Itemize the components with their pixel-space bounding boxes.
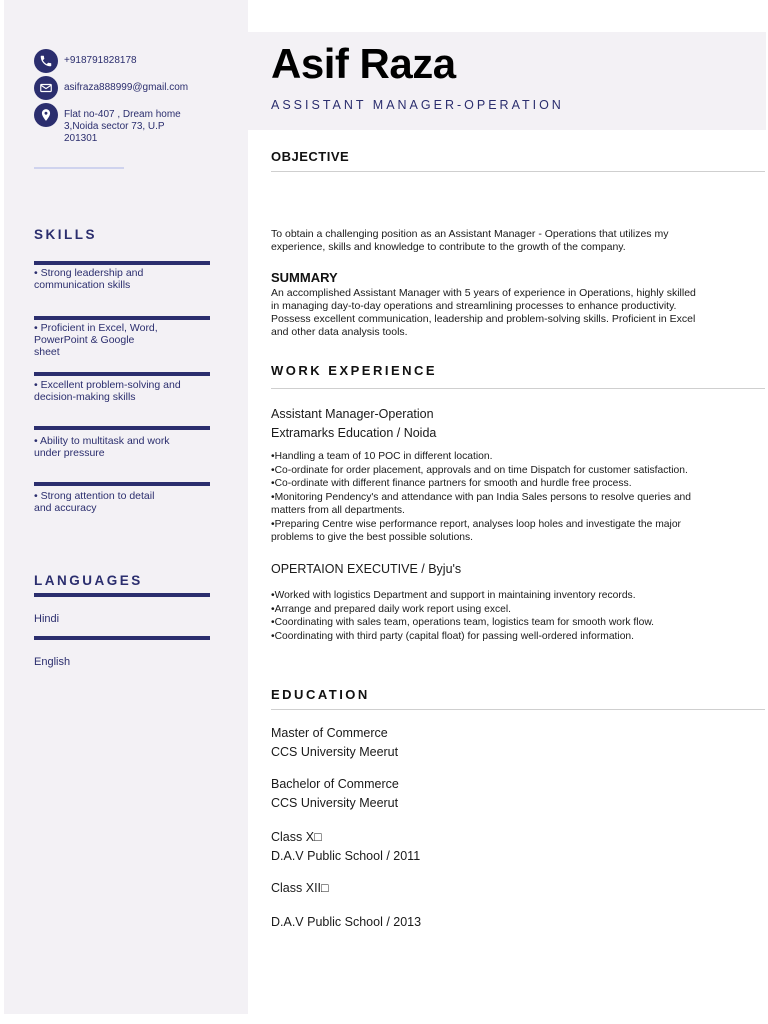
- objective-heading: OBJECTIVE: [271, 149, 350, 164]
- skill-item: • Ability to multitask and work under pressure: [34, 435, 170, 459]
- skill-item: • Proficient in Excel, Word, PowerPoint & Google sheet: [34, 322, 158, 358]
- education-heading: EDUCATION: [271, 687, 370, 702]
- section-rule: [271, 709, 765, 710]
- section-rule: [271, 171, 765, 172]
- contact-address-row: [34, 103, 181, 145]
- language-item: English: [34, 656, 71, 668]
- job-title: Assistant Manager-Operation: [271, 407, 434, 421]
- job-title: OPERTAION EXECUTIVE / Byju's: [271, 562, 462, 576]
- contact-divider: [34, 167, 124, 169]
- bullet: •Worked with logistics Department and support in maintaining inventory records.: [271, 590, 636, 601]
- bullet: •Preparing Centre wise performance report, analyses loop holes and investigate the major: [271, 518, 681, 530]
- languages-heading: LANGUAGES: [34, 573, 143, 588]
- skill-item: • Strong attention to detail and accuracy: [34, 490, 155, 514]
- contact-address: [64, 109, 181, 145]
- summary-heading: SUMMARY: [271, 270, 338, 285]
- education-degree: Bachelor of Commerce: [271, 777, 399, 791]
- bullet: matters from all departments.: [271, 505, 405, 516]
- skill-divider: [34, 316, 210, 320]
- address-line-3: 201301: [64, 133, 98, 144]
- email-icon: [34, 76, 58, 100]
- location-pin-icon: [34, 103, 58, 127]
- contact-email: asifraza888999@gmail.com: [64, 82, 189, 93]
- objective-text: To obtain a challenging position as an Assistant Manager - Operations that utilizes my experience, skills and knowledge to contribute to the growth of the company.: [271, 228, 669, 253]
- candidate-role: ASSISTANT MANAGER-OPERATION: [271, 98, 564, 112]
- bullet: •Handling a team of 10 POC in different location.: [271, 451, 493, 462]
- skill-divider: [34, 261, 210, 265]
- education-school: D.A.V Public School / 2013: [271, 915, 422, 929]
- bullet: •Coordinating with sales team, operations team, logistics team for smooth work flow.: [271, 617, 655, 628]
- education-school: CCS University Meerut: [271, 745, 399, 759]
- contact-phone: +918791828178: [64, 55, 137, 66]
- section-rule: [271, 388, 765, 389]
- work-experience-heading: WORK EXPERIENCE: [271, 363, 438, 378]
- language-item: Hindi: [34, 613, 60, 625]
- education-school: CCS University Meerut: [271, 796, 399, 810]
- bullet: •Arrange and prepared daily work report using excel.: [271, 603, 511, 615]
- summary-text: An accomplished Assistant Manager with 5 years of experience in Operations, highly skilled in managing day-to-day operations and streamlining processes to enhance productivity. Possess excellent communication, leadership and problem-solving skills. Proficient in Excel and other data analysis tools.: [271, 287, 696, 338]
- job-company: Extramarks Education / Noida: [271, 426, 437, 440]
- skill-item: • Excellent problem-solving and decision-making skills: [34, 379, 181, 403]
- education-degree: Class XII□: [271, 881, 329, 895]
- job-bullets: [271, 450, 741, 545]
- skill-divider: [34, 372, 210, 376]
- bullet: •Co-ordinate for order placement, approvals and on time Dispatch for customer satisfaction.: [271, 464, 688, 476]
- bullet: problems to give the best possible solutions.: [271, 532, 474, 543]
- address-line-1: Flat no-407 , Dream home: [64, 109, 181, 120]
- skills-heading: SKILLS: [34, 227, 98, 242]
- education-school: D.A.V Public School / 2011: [271, 849, 421, 863]
- address-line-2: 3,Noida sector 73, U.P: [64, 121, 165, 132]
- job-bullets: [271, 589, 741, 643]
- education-degree: Class X□: [271, 830, 322, 844]
- bullet: •Co-ordinate with different finance partners for smooth and hurdle free process.: [271, 478, 632, 489]
- language-divider: [34, 636, 210, 640]
- bullet: •Coordinating with third party (capital float) for passing well-ordered information.: [271, 630, 635, 642]
- language-divider: [34, 593, 210, 597]
- candidate-name: Asif Raza: [271, 40, 456, 87]
- contact-phone-row: [34, 49, 137, 73]
- contact-email-row: [34, 76, 188, 100]
- skill-divider: [34, 482, 210, 486]
- skill-divider: [34, 426, 210, 430]
- phone-icon: [34, 49, 58, 73]
- skill-item: • Strong leadership and communication skills: [34, 267, 144, 291]
- bullet: •Monitoring Pendency's and attendance with pan India Sales persons to resolve queries and: [271, 491, 692, 503]
- education-degree: Master of Commerce: [271, 726, 388, 740]
